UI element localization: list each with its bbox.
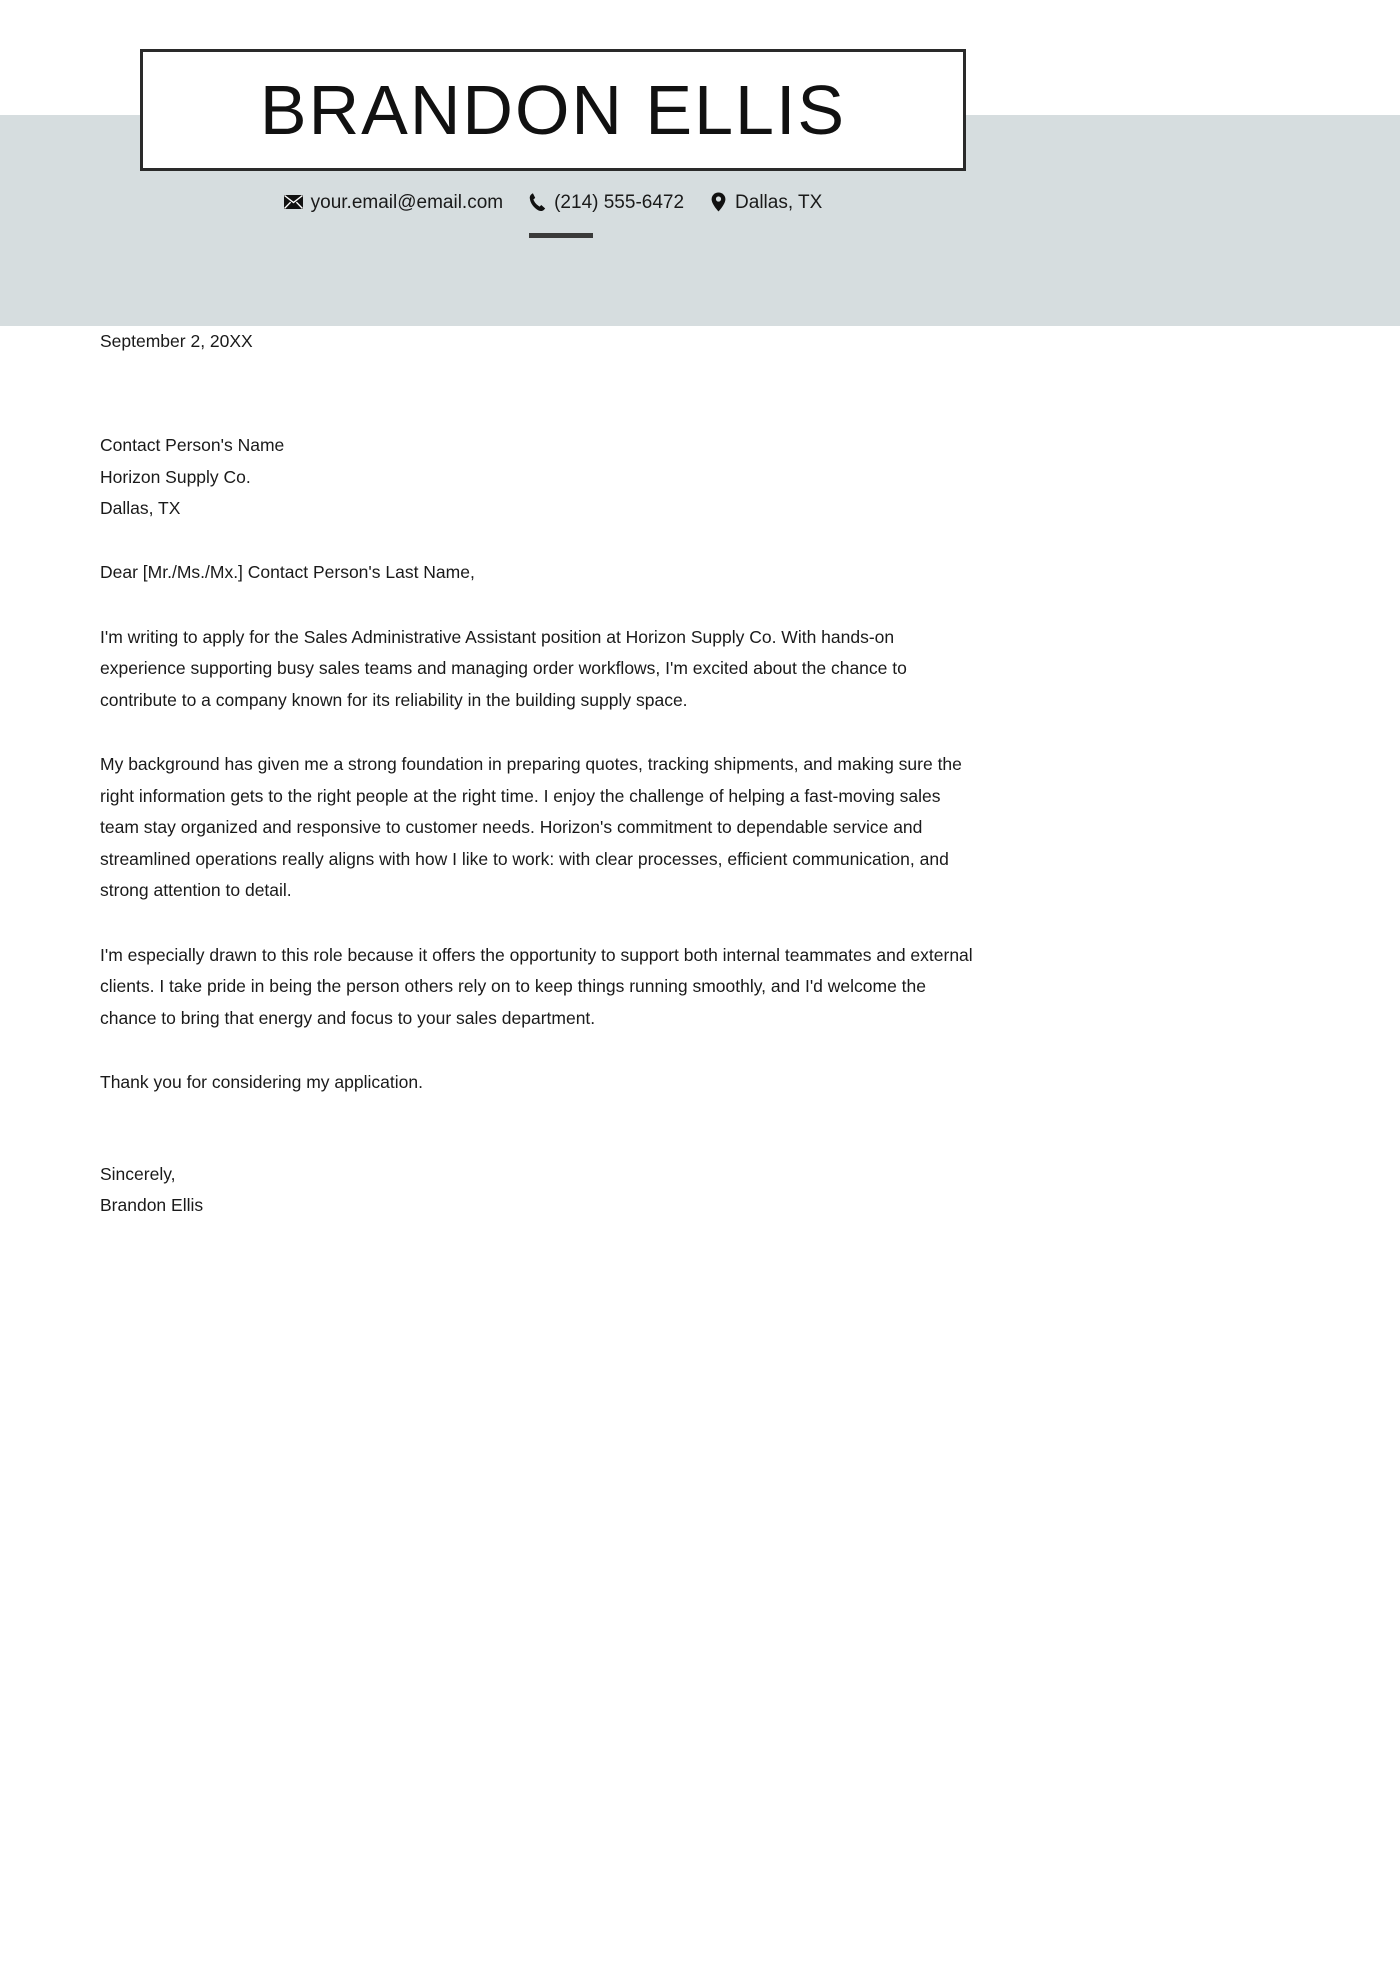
recipient-contact-name: Contact Person's Name bbox=[100, 435, 285, 456]
contact-row bbox=[140, 192, 966, 212]
contact-location-text: Dallas, TX bbox=[735, 191, 823, 213]
header-section bbox=[0, 0, 1400, 326]
recipient-company: Horizon Supply Co. bbox=[100, 466, 251, 487]
salutation: Dear [Mr./Ms./Mx.] Contact Person's Last Name, bbox=[100, 562, 475, 583]
signature-name: Brandon Ellis bbox=[100, 1194, 204, 1215]
contact-item-location[interactable] bbox=[708, 192, 822, 212]
body-paragraph-4: Thank you for considering my application. bbox=[100, 1072, 423, 1093]
accent-bar bbox=[529, 233, 593, 238]
body-paragraph-1: I'm writing to apply for the Sales Administrative Assistant position at Horizon Supply Co. With hands-on experience supporting busy sales teams and managing order workflows, I'm excited about the chance to contribute to a company known for its reliability in the building supply space. bbox=[100, 626, 907, 710]
location-pin-icon bbox=[708, 192, 728, 212]
envelope-icon bbox=[284, 192, 304, 212]
closing-block bbox=[100, 1159, 980, 1222]
contact-item-phone[interactable] bbox=[527, 192, 684, 212]
phone-icon bbox=[527, 192, 547, 212]
closing-phrase: Sincerely, bbox=[100, 1163, 176, 1184]
contact-phone-text: (214) 555-6472 bbox=[554, 191, 685, 213]
contact-item-email[interactable] bbox=[284, 192, 503, 212]
body-paragraph-3: I'm especially drawn to this role because it offers the opportunity to support both internal teammates and external clients. I take pride in being the person others rely on to keep things running smoothly, and I'd welcome the chance to bring that energy and focus to your sales department. bbox=[100, 944, 973, 1028]
body-paragraph-2: My background has given me a strong foundation in preparing quotes, tracking shipments, and making sure the right information gets to the right people at the right time. I enjoy the challenge of helping a fast-moving sales team stay organized and responsive to customer needs. Horizon's commitment to dependable service and streamlined operations really aligns with how I like to work: with clear processes, efficient communication, and strong attention to detail. bbox=[100, 754, 962, 901]
contact-email-text: your.email@email.com bbox=[310, 191, 504, 213]
recipient-location: Dallas, TX bbox=[100, 498, 181, 518]
recipient-block bbox=[100, 430, 980, 524]
letter-date: September 2, 20XX bbox=[100, 331, 253, 351]
letter-body bbox=[100, 322, 980, 1221]
page-title: BRANDON ELLIS bbox=[259, 71, 847, 149]
name-box bbox=[140, 49, 966, 171]
